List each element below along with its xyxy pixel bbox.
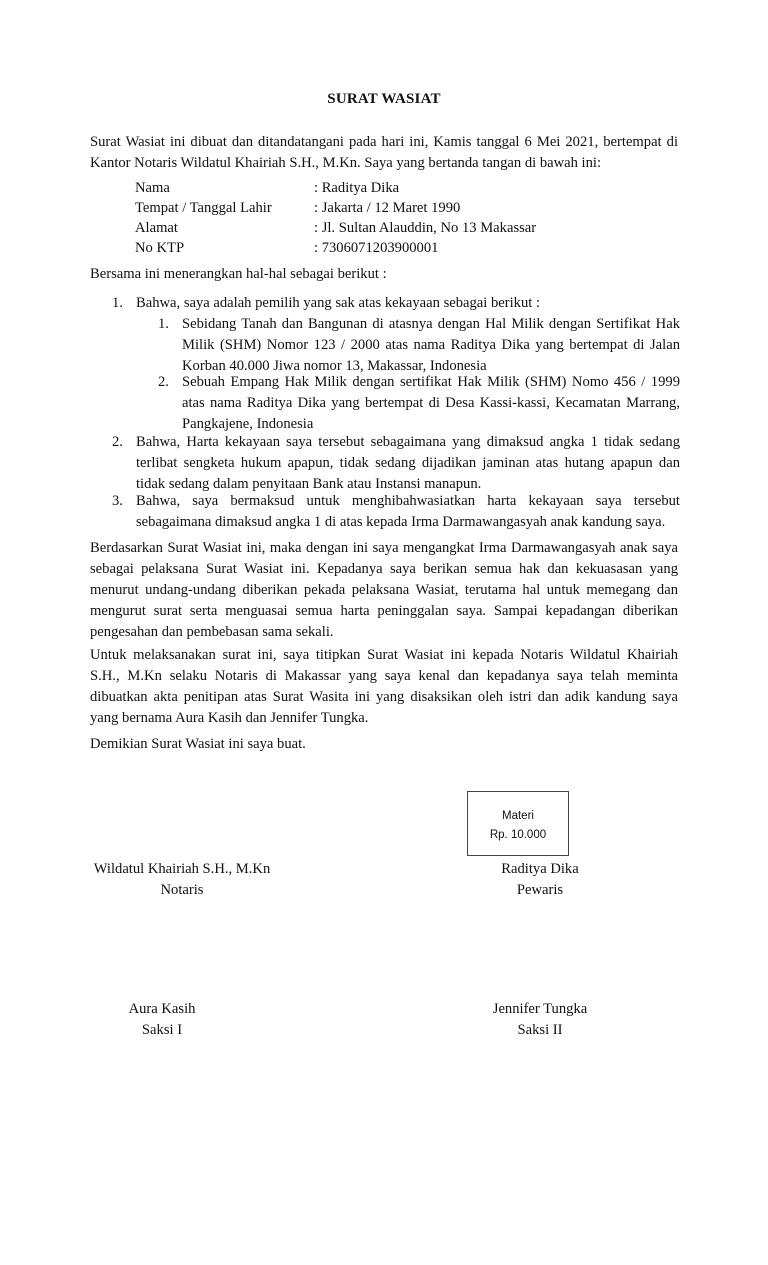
list-item-line: sebagaimana dimaksud angka 1 di atas kepada Irma Darmawangasyah anak kandung saya. [136, 514, 666, 530]
paragraph-line: Berdasarkan Surat Wasiat ini, maka dengan ini saya mengangkat Irma Darmawangasyah anak saya [90, 540, 678, 556]
paragraph-line: S.H., M.Kn selaku Notaris di Makassar yang saya kenal dan kepadanya saya telah meminta [90, 668, 678, 684]
statement-intro-text: Bersama ini menerangkan hal-hal sebagai berikut : [90, 266, 387, 282]
list-item-line: terlibat sengketa hukum apapun, tidak sedang dijadikan jaminan atas hutang apapun dan [136, 455, 680, 471]
identity-label: Nama [135, 180, 170, 196]
identity-row [135, 238, 536, 258]
identity-label: No KTP [135, 240, 185, 256]
list-item-line: tidak sedang dalam penyitaan Bank atau Instansi manapun. [136, 476, 482, 492]
identity-row [135, 218, 536, 238]
sub-list-item-number: 1. [158, 316, 169, 332]
paragraph-line: sebagai pelaksana Surat Wasiat ini. Kepadanya saya berikan semua hak dan kekuasasan yang [90, 561, 678, 577]
paragraph-line: yang bernama Aura Kasih dan Jennifer Tungka. [90, 710, 369, 726]
intro-paragraph [90, 132, 678, 174]
identity-row [135, 198, 536, 218]
sub-list-item-number: 2. [158, 374, 169, 390]
identity-value: : Raditya Dika [314, 180, 400, 196]
identity-value: : 7306071203900001 [314, 240, 439, 256]
identity-value: : Jl. Sultan Alauddin, No 13 Makassar [314, 220, 537, 236]
signature-role: Pewaris [516, 882, 564, 898]
paragraph-line: menurut undang-undang diberikan pekada pelaksana Wasiat, terutama hal untuk memegang dan [90, 582, 678, 598]
stamp-duty-box [467, 791, 569, 856]
list-item-number: 2. [112, 434, 123, 450]
statement-intro [90, 264, 678, 285]
notary-paragraph [90, 645, 678, 729]
list-item-line: Bahwa, Harta kekayaan saya tersebut sebagaimana yang dimaksud angka 1 tidak sedang [136, 434, 680, 450]
stamp-amount: Rp. 10.000 [489, 829, 547, 841]
list-item-number: 3. [112, 493, 123, 509]
paragraph-line: Untuk melaksanakan surat ini, saya titipkan Surat Wasiat ini kepada Notaris Wildatul Khairiah [90, 647, 678, 663]
identity-label: Tempat / Tanggal Lahir [135, 200, 272, 216]
identity-value: : Jakarta / 12 Maret 1990 [314, 200, 461, 216]
signature-witness-1 [112, 999, 212, 1041]
identity-row [135, 178, 536, 198]
sub-list-item [158, 372, 680, 435]
signature-name: Raditya Dika [501, 861, 579, 877]
signature-name: Wildatul Khairiah S.H., M.Kn [93, 861, 271, 877]
paragraph-line: dibuatkan akta penitipan atas Surat Wasita ini yang disaksikan oleh istri dan adik kandung saya [90, 689, 678, 705]
closing-text: Demikian Surat Wasiat ini saya buat. [90, 736, 306, 752]
signature-witness-2 [480, 999, 600, 1041]
signature-testator [480, 859, 600, 901]
intro-line: Kantor Notaris Wildatul Khairiah S.H., M.Kn. Saya yang bertanda tangan di bawah ini: [90, 155, 602, 171]
signature-notary [90, 859, 274, 901]
paragraph-line: mengurut surat serta menguasai semua harta peninggalan saya. Sampai kepadangan diberikan [90, 603, 678, 619]
document-title: SURAT WASIAT [327, 91, 441, 107]
list-item [112, 293, 680, 314]
list-item-text: Bahwa, saya adalah pemilih yang sak atas kekayaan sebagai berikut : [136, 295, 541, 311]
signature-role: Notaris [160, 882, 204, 898]
signature-name: Jennifer Tungka [492, 1001, 588, 1017]
sub-list-item [158, 314, 680, 377]
sub-list-item-line: atas nama Raditya Dika yang bertempat di Desa Kassi-kassi, Kecamatan Marrang, [182, 395, 680, 411]
executor-paragraph [90, 538, 678, 643]
sub-list-item-line: Pangkajene, Indonesia [182, 416, 314, 432]
intro-line: Surat Wasiat ini dibuat dan ditandatangani pada hari ini, Kamis tanggal 6 Mei 2021, bertempat di [90, 134, 678, 150]
paragraph-line: pengesahan dan pembebasan sama sekali. [90, 624, 334, 640]
sub-list-item-line: Sebidang Tanah dan Bangunan di atasnya dengan Hal Milik dengan Sertifikat Hak [182, 316, 680, 332]
sub-list-item-line: Milik (SHM) Nomor 123 / 2000 atas nama Raditya Dika yang bertempat di Jalan [182, 337, 680, 353]
identity-label: Alamat [135, 220, 178, 236]
identity-table [135, 178, 536, 258]
list-item [112, 491, 680, 533]
list-item-number: 1. [112, 295, 123, 311]
closing-statement [90, 734, 678, 755]
signature-role: Saksi I [141, 1022, 183, 1038]
list-item-line: Bahwa, saya bermaksud untuk menghibahwasiatkan harta kekayaan saya tersebut [136, 493, 680, 509]
sub-list-item-line: Korban 40.000 Jiwa nomor 13, Makassar, Indonesia [182, 358, 487, 374]
sub-list-item-line: Sebuah Empang Hak Milik dengan sertifikat Hak Milik (SHM) Nomo 456 / 1999 [182, 374, 680, 390]
stamp-label: Materi [502, 810, 534, 822]
signature-name: Aura Kasih [128, 1001, 196, 1017]
list-item [112, 432, 680, 495]
signature-role: Saksi II [517, 1022, 563, 1038]
